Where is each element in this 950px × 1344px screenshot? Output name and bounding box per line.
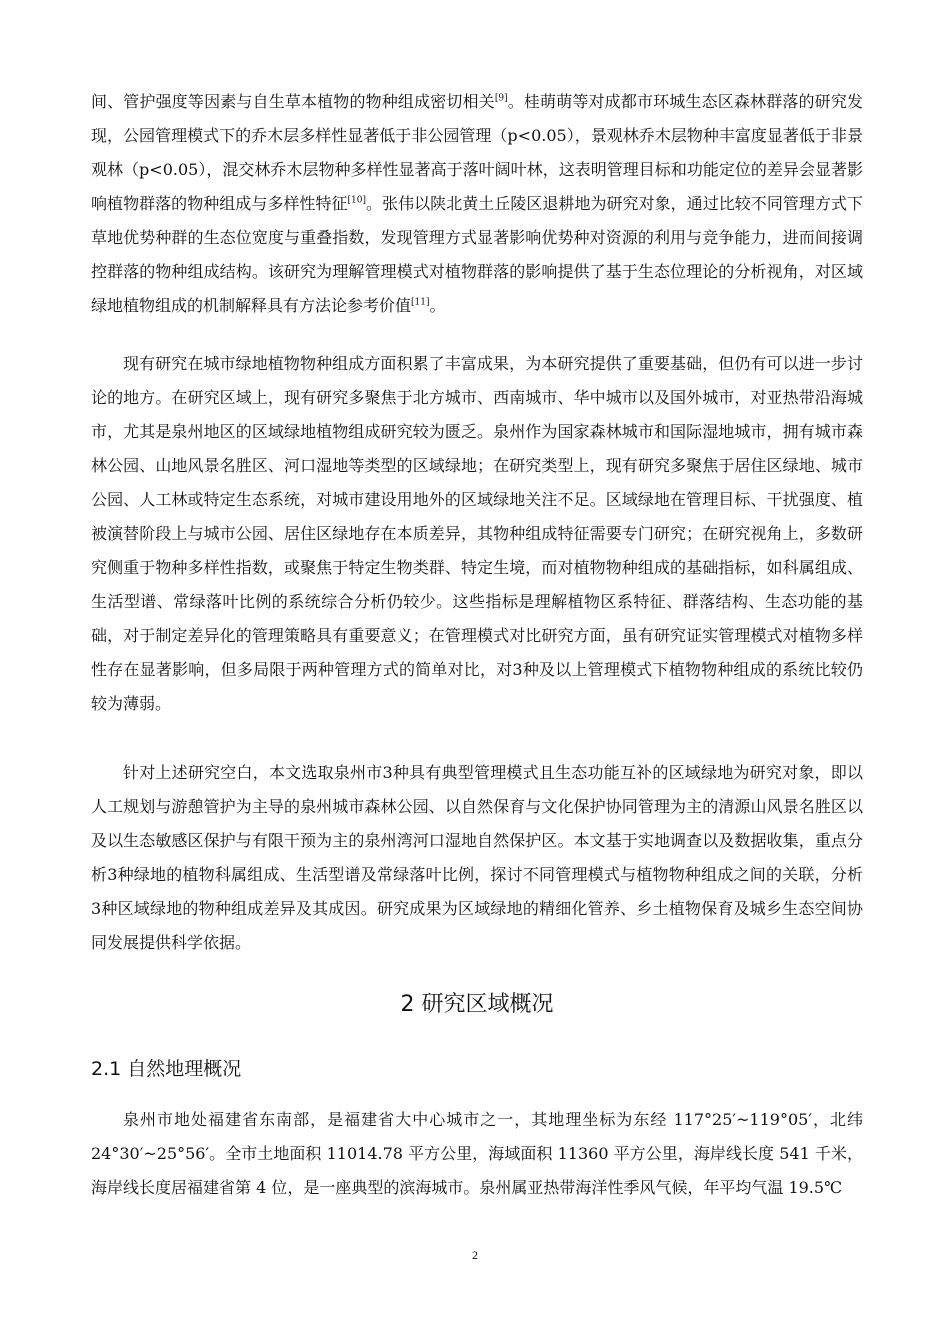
text-run: 。 xyxy=(429,296,446,315)
paragraph-text xyxy=(91,85,863,323)
section-heading: 2 研究区域概况 xyxy=(400,992,554,1017)
text-run: 间、管护强度等因素与自生草本植物的物种组成密切相关 xyxy=(91,92,495,111)
citation-ref: [10] xyxy=(347,195,366,206)
subsection-heading: 2.1 自然地理概况 xyxy=(91,1058,242,1080)
paragraph-text: 针对上述研究空白，本文选取泉州市3种具有典型管理模式且生态功能互补的区域绿地为研究对象，即以人工规划与游憩管护为主导的泉州城市森林公园、以自然保育与文化保护协同管理为主的清源山风景名胜区以及以生态敏感区保护与有限干预为主的泉州湾河口湿地自然保护区。本文基于实地调查以及数据收集，重点分析3种绿地的植物科属组成、生活型谱及常绿落叶比例，探讨不同管理模式与植物物种组成之间的关联，分析3种区域绿地的物种组成差异及其成因。研究成果为区域绿地的精细化管养、乡土植物保育及城乡生态空间协同发展提供科学依据。 xyxy=(91,763,863,952)
paragraph-research-gaps xyxy=(91,347,863,721)
paragraph-text: 现有研究在城市绿地植物物种组成方面积累了丰富成果，为本研究提供了重要基础，但仍有可以进一步讨论的地方。在研究区域上，现有研究多聚焦于北方城市、西南城市、华中城市以及国外城市，对亚热带沿海城市，尤其是泉州地区的区域绿地植物组成研究较为匮乏。泉州作为国家森林城市和国际湿地城市，拥有城市森林公园、山地风景名胜区、河口湿地等类型的区域绿地；在研究类型上，现有研究多聚焦于居住区绿地、城市公园、人工林或特定生态系统，对城市建设用地外的区域绿地关注不足。区域绿地在管理目标、干扰强度、植被演替阶段上与城市公园、居住区绿地存在本质差异，其物种组成特征需要专门研究；在研究视角上，多数研究侧重于物种多样性指数，或聚焦于特定生物类群、特定生境，而对植物物种组成的基础指标，如科属组成、生活型谱、常绿落叶比例的系统综合分析仍较少。这些指标是理解植物区系特征、群落结构、生态功能的基础，对于制定差异化的管理策略具有重要意义；在管理模式对比研究方面，虽有研究证实管理模式对植物多样性存在显著影响，但多局限于两种管理方式的简单对比，对3种及以上管理模式下植物物种组成的系统比较仍较为薄弱。 xyxy=(91,354,863,713)
paragraph-study-objective xyxy=(91,756,863,960)
citation-ref: [11] xyxy=(411,297,430,308)
paragraph-geography xyxy=(91,1103,863,1205)
citation-ref: [9] xyxy=(494,93,508,104)
page-number: 2 xyxy=(472,1248,478,1262)
paragraph-text: 泉州市地处福建省东南部，是福建省大中心城市之一，其地理坐标为东经 117°25′~119°05′，北纬 24°30′~25°56′。全市土地面积 11014.78 平方公里，海域面积 11360 平方公里，海岸线长度 541 千米，海岸线长度居福建省第 4 位，是一座典型的滨海城市。泉州属亚热带海洋性季风气候，年平均气温 19.5℃ xyxy=(91,1110,863,1197)
text-run: 。张伟以陕北黄土丘陵区退耕地为研究对象，通过比较不同管理方式下草地优势种群的生态位宽度与重叠指数，发现管理方式显著影响优势种对资源的利用与竞争能力，进而间接调控群落的物种组成结构。该研究为理解管理模式对植物群落的影响提供了基于生态位理论的分析视角，对区域绿地植物组成的机制解释具有方法论参考价值 xyxy=(91,194,863,315)
paragraph-literature-review-end xyxy=(91,85,863,323)
text-run: 。桂萌萌等对成都市环城生态区森林群落的研究发现，公园管理模式下的乔木层多样性显著低于非公园管理（p<0.05），景观林乔木层物种丰富度显著低于非景观林（p<0.05），混交林乔木层物种多样性显著高于落叶阔叶林，这表明管理目标和功能定位的差异会显著影响植物群落的物种组成与多样性特征 xyxy=(91,92,863,213)
